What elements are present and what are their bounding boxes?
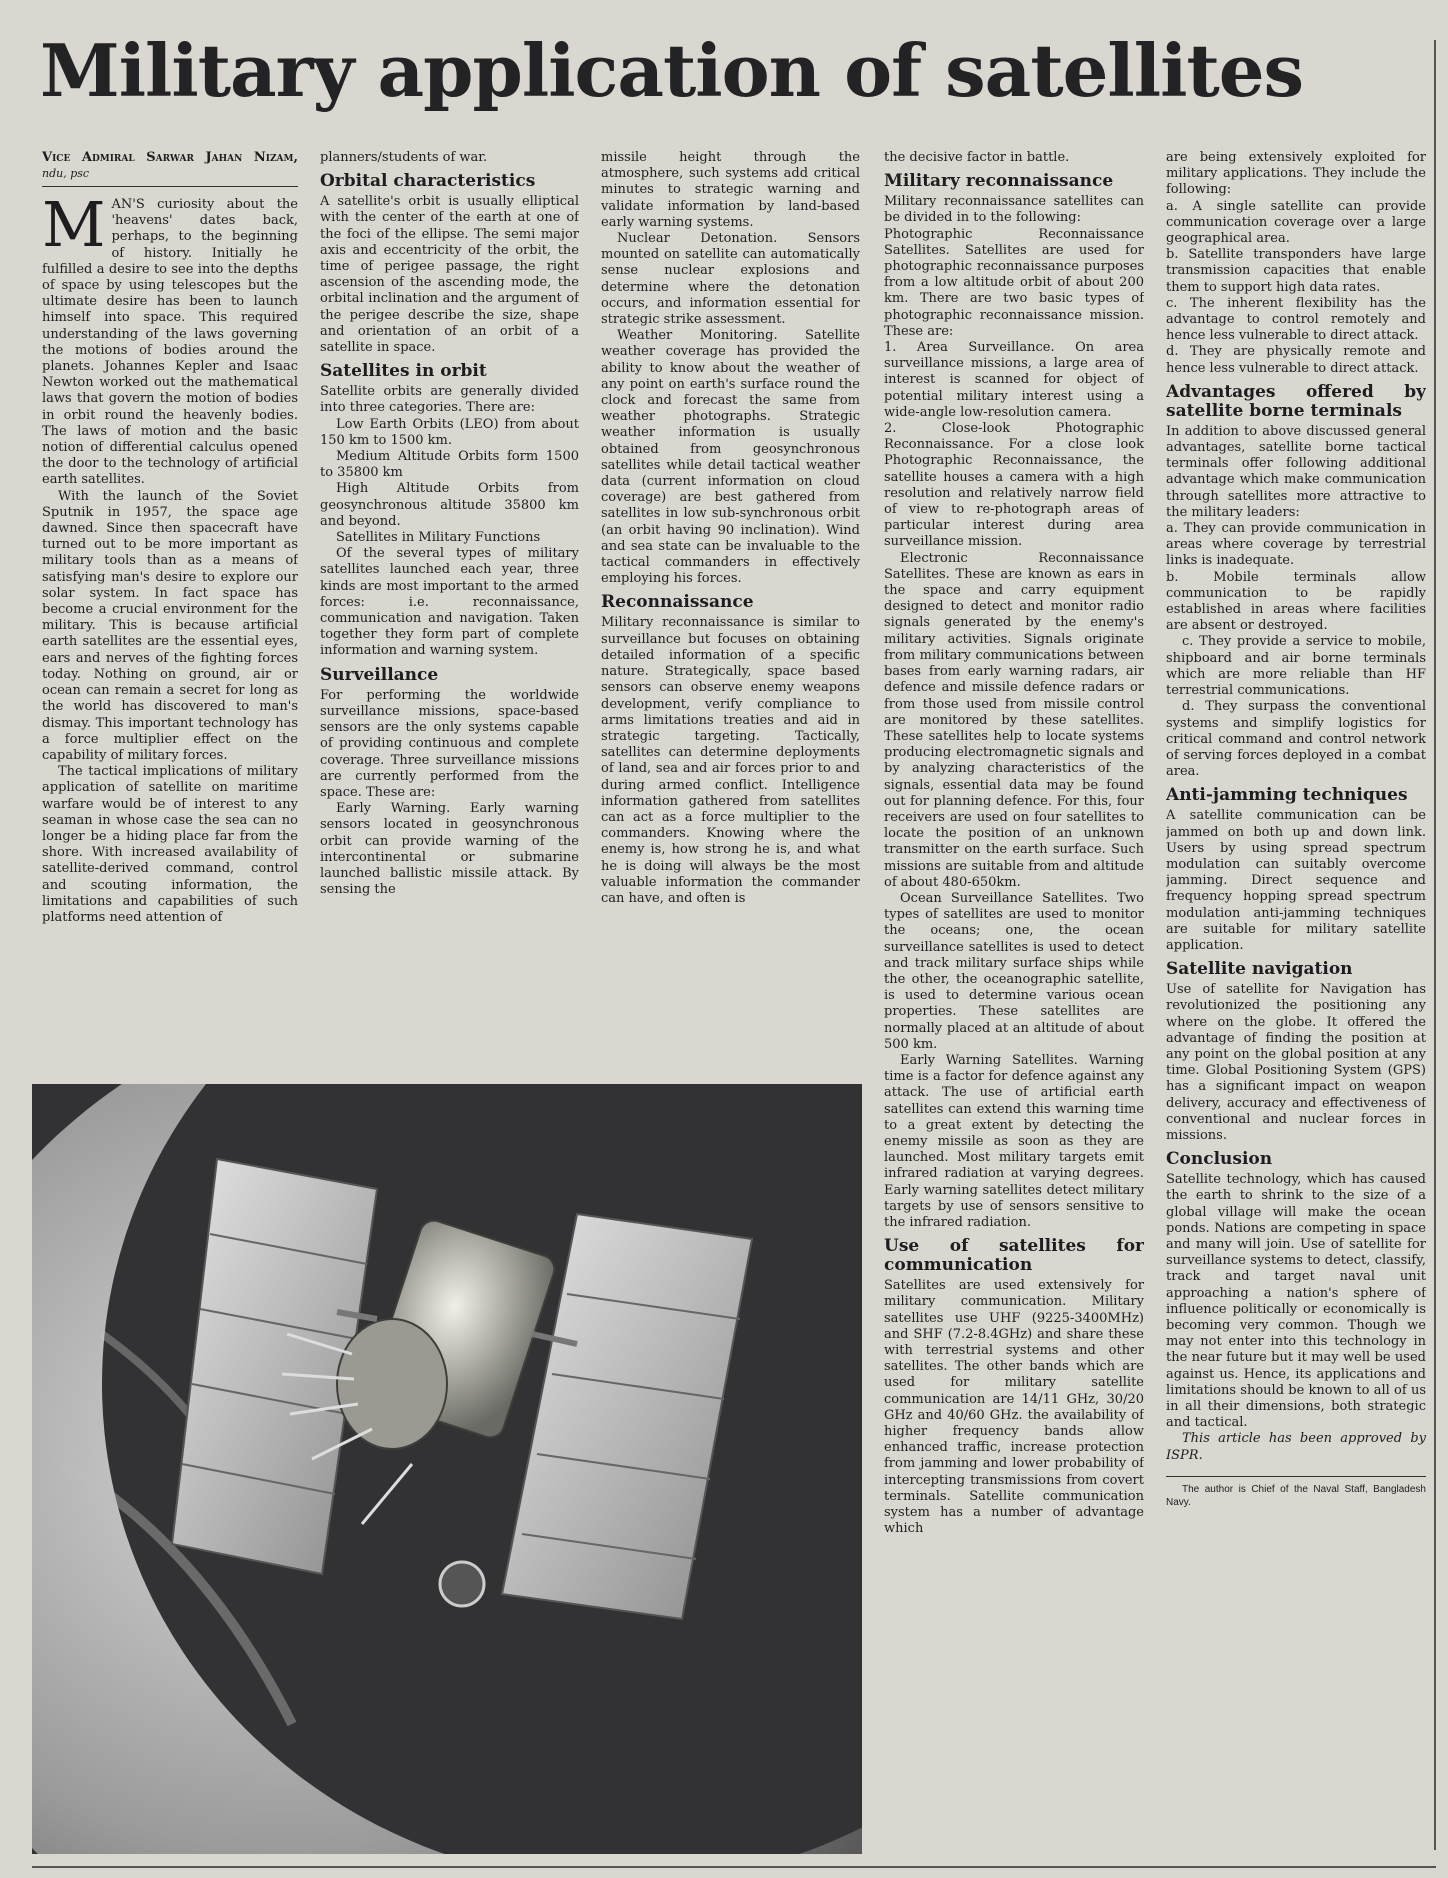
author-credentials: ndu, psc (42, 167, 90, 180)
advantage-item-b: b. Mobile terminals allow communication to be rapidly established in areas where facilities are absent or destroyed. (1166, 569, 1426, 634)
heading-advantages: Advantages offered by satellite borne terminals (1166, 381, 1426, 421)
heading-reconnaissance: Reconnaissance (601, 592, 754, 613)
intro-paragraph (42, 188, 298, 489)
anti-jamming-body: A satellite communication can be jammed on both up and down link. Users by using spread spectrum modulation can suitably overcome jamming. Direct sequence and frequency hopping spread spectrum modulation anti-jamming techniques are suitable for military satellite application. (1166, 808, 1426, 953)
area-surveillance-paragraph: 1. Area Surveillance. On area surveillance missions, a large area of interest is scanned for object of potential military interest using a wide-angle low-resolution camera. (884, 340, 1144, 420)
heading-satellites-in-orbit: Satellites in orbit (320, 361, 487, 382)
orbital-body: A satellite's orbit is usually elliptical with the center of the earth at one of the foci of the ellipse. The semi major axis and eccentricity of the orbit, the time of perigee passage, the right ascension of the ascending mode, the orbital inclination and the argument of the perigee describe the size, shape and orientation of an orbit of a satellite in space. (320, 194, 579, 356)
column-2 (320, 150, 579, 1068)
electronic-recon-paragraph: Electronic Reconnaissance Satellites. These are known as ears in the space and carry equipment designed to detect and monitor radio signals generated by the enemy's military activities. Signals originate from military communications between bases from early warning radars, air defence and missile defence radars or from those used from missile control are monitored by these satellites. These satellites help to locate systems producing electromagnetic signals and by analyzing characteristics of the signals, essential data may be found out for planning defence. For this, four receivers are used on four satellites to locate the position of an unknown transmitter on the earth surface. Such missions are suitable from and altitude of about 480-650km. (884, 550, 1144, 890)
advantage-item-c: c. They provide a service to mobile, shipboard and air borne terminals which are more reliable than HF terrestrial communications. (1166, 634, 1426, 699)
heading-anti-jamming: Anti-jamming techniques (1166, 785, 1408, 806)
satellite-illustration (32, 1084, 862, 1854)
weather-monitoring-paragraph: Weather Monitoring. Satellite weather coverage has provided the ability to know about the weather of any point on earth's surface round the clock and forecast the same from weather photographs. Strategic weather information is usually obtained from geosynchronous satellites while detail tactical weather data (current information on cloud coverage) are best gathered from satellites in low sub-synchronous orbit (an orbit having 90 inclination). Wind and sea state can be invaluable to the tactical commanders in effectively employing his forces. (601, 328, 860, 587)
approval-note: This article has been approved by ISPR. (1166, 1431, 1426, 1463)
intro-paragraph-3: The tactical implications of military application of satellite on maritime warfare would be of interest to any seaman in whose case the sea can no longer be a hiding place far from the shore. With increased availability of satellite-derived command, control and scouting information, the limitations and capabilities of such platforms need attention of (42, 764, 298, 925)
author-note: The author is Chief of the Naval Staff, Bangladesh Navy. (1166, 1483, 1426, 1508)
heading-communication: Use of satellites for communication (884, 1236, 1144, 1276)
orbit-mao: Medium Altitude Orbits form 1500 to 35800 km (320, 449, 579, 481)
author-name: Vice Admiral Sarwar Jahan Nizam, (42, 150, 298, 165)
close-look-paragraph: 2. Close-look Photographic Reconnaissance. For a close look Photographic Reconnaissance, the satellite houses a camera with a high resolution and relatively narrow field of view to re-photograph areas of particular interest during area surveillance mission. (884, 421, 1144, 550)
navigation-body: Use of satellite for Navigation has revolutionized the positioning any where on the globe. It offered the advantage of finding the position at any point on the global position at any time. Global Positioning System (GPS) has a significant impact on weapon delivery, accuracy and effectiveness of conventional and nuclear forces in missions. (1166, 982, 1426, 1143)
column-1 (42, 150, 298, 1068)
orbit-intro: Satellite orbits are generally divided into three categories. There are: (320, 384, 579, 416)
author-rule (1166, 1476, 1426, 1477)
communication-continued: are being extensively exploited for military applications. They include the following: (1166, 150, 1426, 198)
drop-cap: M (42, 188, 106, 261)
ocean-surveillance-paragraph: Ocean Surveillance Satellites. Two types of satellites are used to monitor the oceans; one, the ocean surveillance satellites is used to detect and track military surface ships while the other, the oceanographic satellite, is used to determine various ocean properties. These satellites are normally placed at an altitude of about 500 km. (884, 890, 1144, 1052)
column-rule (1434, 40, 1436, 1850)
column-4 (884, 150, 1144, 1850)
heading-conclusion: Conclusion (1166, 1149, 1273, 1170)
early-warning-continued: missile height through the atmosphere, such systems add critical minutes to strategic warning and validate information by land-based early warning systems. (601, 150, 860, 230)
satellite-photo (32, 1084, 862, 1854)
heading-surveillance: Surveillance (320, 664, 439, 685)
orbit-leo: Low Earth Orbits (LEO) from about 150 km to 1500 km. (320, 416, 579, 448)
comm-item-d: d. They are physically remote and hence less vulnerable to direct attack. (1166, 344, 1426, 376)
early-warning-paragraph: Early Warning. Early warning sensors located in geosynchronous orbit can provide warning of the intercontinental or submarine launched ballistic missile attack. By sensing the (320, 801, 579, 898)
bottom-rule (32, 1866, 1436, 1868)
military-functions-body: Of the several types of military satellites launched each year, three kinds are most important to the armed forces: i.e. reconnaissance, communication and navigation. Taken together they form part of complete information and warning system. (320, 546, 579, 659)
reconnaissance-continued: the decisive factor in battle. (884, 150, 1070, 165)
comm-item-a: a. A single satellite can provide communication coverage over a large geographical area. (1166, 198, 1426, 247)
surveillance-body: For performing the worldwide surveillance missions, space-based sensors are the only systems capable of providing continuous and complete coverage. Three surveillance missions are currently performed from the space. These are: (320, 687, 579, 800)
advantages-body: In addition to above discussed general advantages, satellite borne tactical terminals offer following additional advantage which make communication through satellites more attractive to the military leaders: (1166, 423, 1426, 520)
nuclear-detonation-paragraph: Nuclear Detonation. Sensors mounted on satellite can automatically sense nuclear explosions and determine where the detonation occurs, and information essential for strategic strike assessment. (601, 231, 860, 328)
heading-military-reconnaissance: Military reconnaissance (884, 171, 1114, 192)
mil-recon-intro: Military reconnaissance satellites can be divided in to the following: (884, 194, 1144, 226)
byline-rule (42, 186, 298, 187)
article-title: Military application of satellites (40, 28, 1304, 113)
military-functions-label: Satellites in Military Functions (336, 530, 541, 546)
early-warning-satellites-paragraph: Early Warning Satellites. Warning time is a factor for defence against any attack. The use of artificial earth satellites can extend this warning time to a great extent by detecting the enemy missile as soon as they are launched. Most military targets emit infrared radiation at varying degrees. Early warning satellites detect military targets by use of sensors sensitive to the infrared radiation. (884, 1052, 1144, 1230)
byline (42, 150, 298, 182)
conclusion-body: Satellite technology, which has caused the earth to shrink to the size of a global village will make the ocean ponds. Nations are competing in space and many will join. Use of satellite for surveillance systems to detect, classify, track and target naval unit approaching a nation's sphere of influence politically or economically is becoming very common. Though we may not enter into this technology in the near future but it may well be used against us. Hence, its applications and limitations should be known to all of us in all their dimensions, both strategic and tactical. (1166, 1172, 1426, 1431)
column-5 (1166, 150, 1426, 1855)
orbit-hao: High Altitude Orbits from geosynchronous altitude 35800 km and beyond. (320, 481, 579, 529)
photo-recon-paragraph: Photographic Reconnaissance Satellites. Satellites are used for photographic reconnaissance purposes from a low altitude orbit of about 200 km. There are two basic types of photographic reconnaissance mission. These are: (884, 226, 1144, 339)
reconnaissance-body: Military reconnaissance is similar to surveillance but focuses on obtaining detailed information of a specific nature. Strategically, space based sensors can observe enemy weapons development, verify compliance to arms limitations treaties and aid in strategic targeting. Tactically, satellites can determine deployments of land, sea and air forces prior to and during armed conflict. Intelligence information gathered from satellites can act as a force multiplier to the commanders. Knowing where the enemy is, how strong he is, and what he is doing will always be the most valuable information the commander can have, and often is (601, 615, 860, 906)
column-3 (601, 150, 860, 1068)
thruster-nozzle (440, 1562, 484, 1606)
intro-continued: planners/students of war. (320, 150, 488, 165)
intro-paragraph-2: With the launch of the Soviet Sputnik in 1957, the space age dawned. Since then spacecraft have turned out to be more important as military tools than as a means of satisfying man's desire to explore our solar system. In fact space has become a crucial environment for the military. This is because artificial earth satellites are the essential eyes, ears and nerves of the fighting forces today. Nothing on ground, air or ocean can remain a secret for long as the world has discovered to man's dismay. This important technology has a force multiplier effect on the capability of military forces. (42, 488, 298, 763)
intro-lead: AN'S curiosity about the 'heavens' dates back, perhaps, to the beginning of history. Initially he fulfilled a desire to see into the depths of space by using telescopes but the ultimate desire has been to launch himself into space. This required understanding of the laws governing the motions of bodies around the planets. Johannes Kepler and Isaac Newton worked out the mathematical laws that govern the motion of bodies in orbit round the heavenly bodies. The laws of motion and the basic notion of differential calculus opened the door to the technology of artificial earth satellites. (42, 197, 298, 488)
heading-orbital-characteristics: Orbital characteristics (320, 171, 536, 192)
advantage-item-a: a. They can provide communication in areas where coverage by terrestrial links is inadequate. (1166, 521, 1426, 569)
heading-satellite-navigation: Satellite navigation (1166, 959, 1353, 980)
comm-item-b: b. Satellite transponders have large transmission capacities that enable them to support high data rates. (1166, 247, 1426, 295)
advantage-item-d: d. They surpass the conventional systems and simplify logistics for critical command and control network of serving forces deployed in a combat area. (1166, 699, 1426, 780)
communication-body: Satellites are used extensively for military communication. Military satellites use UHF (9225-3400MHz) and SHF (7.2-8.4GHz) and share these with terrestrial systems and other satellites. The other bands which are used for military satellite communication are 14/11 GHz, 30/20 GHz and 40/60 GHz. the availability of higher frequency bands allow enhanced traffic, increase protection from jamming and lower probability of intercepting transmissions from covert terminals. Satellite communication system has a number of advantage which (884, 1278, 1144, 1537)
antenna-cluster (337, 1319, 447, 1449)
comm-item-c: c. The inherent flexibility has the advantage to control remotely and hence less vulnerable to direct attack. (1166, 295, 1426, 344)
